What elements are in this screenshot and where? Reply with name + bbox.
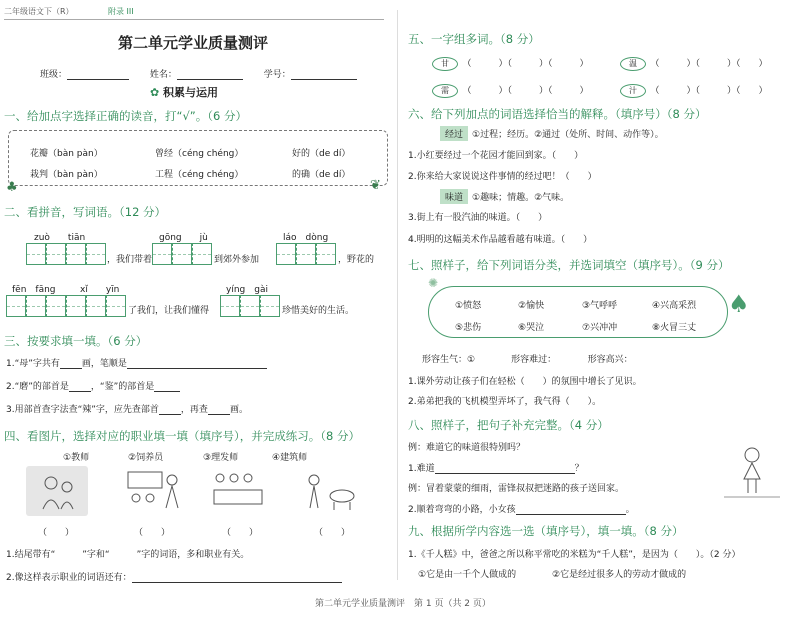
section-5-title: 五、一字组多词。（8 分） xyxy=(408,32,540,46)
s2-text-2b: 珍惜美好的生活。 xyxy=(282,306,355,316)
grid-laodong[interactable] xyxy=(276,243,336,265)
word-2: ②愉快 xyxy=(518,301,545,311)
mushroom-icon: ♠ xyxy=(728,290,750,318)
grid-yinggai[interactable] xyxy=(220,295,280,317)
teacher-image xyxy=(122,466,186,516)
section-3-title: 三、按要求填一填。（6 分） xyxy=(4,334,148,348)
name-field[interactable] xyxy=(177,70,243,80)
word-5: ⑤悲伤 xyxy=(455,323,482,333)
class-field[interactable] xyxy=(67,70,129,80)
s6-q1: 1.小红要经过一个花园才能回到家。（ ） xyxy=(408,151,584,161)
banner-flower-icon: ✿ xyxy=(150,86,164,99)
grass-icon: ♣ xyxy=(6,180,18,195)
s9-option-2: ②它是经过很多人的劳动才做成的 xyxy=(552,570,687,580)
s5-row-1: 甘 （ ）（ ）（ ） xyxy=(432,56,589,71)
pinyin-zuotian: zuò tiān xyxy=(34,233,86,243)
s4-answer-field[interactable] xyxy=(132,573,342,583)
girl-illustration xyxy=(720,444,784,500)
s3-blank-radical2[interactable] xyxy=(154,382,180,392)
animals-image xyxy=(300,466,364,516)
header-rule xyxy=(4,19,384,20)
grid-zuotian[interactable] xyxy=(26,243,106,265)
s3-blank-radical3[interactable] xyxy=(159,405,181,415)
s3-line-1: 1.“母”字共有 画，笔顺是 xyxy=(6,356,267,369)
sun-icon: ✺ xyxy=(428,276,439,290)
barber-icon xyxy=(37,471,77,511)
s3-line-3: 3.用部首查字法查“辣”字，应先查部首 ，再查 画。 xyxy=(6,405,248,415)
id-field[interactable] xyxy=(291,70,357,80)
word-4: ④兴高采烈 xyxy=(652,301,697,311)
barber-image xyxy=(26,466,88,516)
section-4-title: 四、看图片，选择对应的职业填一填（填序号），并完成练习。（8 分） xyxy=(4,429,360,443)
s6-def-2: 味道 ①趣味；情趣。②气味。 xyxy=(440,189,569,204)
s1-row2-b: 工程（céng chéng） xyxy=(155,170,244,180)
answer-paren-3[interactable]: （ ） xyxy=(222,528,259,538)
job-opt-3: ③理发师 xyxy=(203,453,239,463)
answer-paren-2[interactable]: （ ） xyxy=(134,528,171,538)
word-7: ⑦兴冲冲 xyxy=(582,323,618,333)
answer-paren-1[interactable]: （ ） xyxy=(38,528,75,538)
students-icon xyxy=(210,468,270,514)
s4-line-2: 2.像这样表示职业的词语还有： xyxy=(6,570,342,583)
s1-row1-a: 花瓣（bàn pàn） xyxy=(30,149,103,159)
pinyin-laodong: láo dòng xyxy=(283,233,329,243)
word-3: ③气呼呼 xyxy=(582,301,618,311)
s5-row-3: 需 （ ）（ ）（ ） xyxy=(432,83,589,98)
grid-fenfang[interactable] xyxy=(6,295,126,317)
section-banner: ✿ 积累与运用 xyxy=(150,86,219,99)
header-grade: 二年级语文下（R） xyxy=(4,7,74,16)
s9-option-1: ①它是由一千个人做成的 xyxy=(418,570,517,580)
word-1: ①愤怒 xyxy=(455,301,482,311)
s4-line-1: 1.结尾带有“ ”字和“ ”字的词语，多和职业有关。 xyxy=(6,550,250,560)
section-9-title: 九、根据所学内容选一选（填序号），填一填。（8 分） xyxy=(408,524,684,538)
s1-row2-a: 栽判（bàn pàn） xyxy=(30,170,103,180)
leaf-char-gan: 甘 xyxy=(432,57,458,71)
s8-example-1: 例：难道它的味道很特别吗？ xyxy=(408,443,526,453)
s6-def-1: 经过 ①过程；经历。②通过（处所、时间、动作等）。 xyxy=(440,126,664,141)
s1-row1-b: 曾经（céng chéng） xyxy=(155,149,244,159)
grid-gongju[interactable] xyxy=(152,243,212,265)
teacher-icon xyxy=(124,468,184,514)
page-title: 第二单元学业质量测评 xyxy=(118,34,269,52)
s9-line-1: 1.《千人糕》中，爸爸之所以称平常吃的米糕为“千人糕”，是因为（ ）。（2 分） xyxy=(408,550,741,560)
job-opt-4: ④建筑师 xyxy=(272,453,308,463)
s6-q3: 3.街上有一股汽油的味道。（ ） xyxy=(408,213,548,223)
girl-icon xyxy=(722,445,782,499)
id-label: 学号： xyxy=(263,70,291,80)
section-7-title: 七、照样子，给下列词语分类，并选词填空（填序号）。（9 分） xyxy=(408,258,730,272)
s8-line-2: 2.顺着弯弯的小路，小女孩 。 xyxy=(408,505,635,515)
farm-animal-icon xyxy=(302,468,362,514)
s8-answer-1[interactable] xyxy=(435,464,575,474)
s2-text-1c: ，野花的 xyxy=(338,255,375,265)
section-6-title: 六、给下列加点的词语选择恰当的解释。（填序号）（8 分） xyxy=(408,107,707,121)
pinyin-xiyin: xǐ yīn xyxy=(80,285,120,295)
header-appendix: 附录 III xyxy=(108,7,134,16)
section-2-title: 二、看拼音，写词语。（12 分） xyxy=(4,205,167,219)
job-opt-2: ②饲养员 xyxy=(128,453,164,463)
s8-answer-2[interactable] xyxy=(516,505,626,515)
pinyin-gongju: gōng jù xyxy=(159,233,208,243)
section-1-title: 一、给加点字选择正确的读音，打“√”。（6 分） xyxy=(4,109,247,123)
answer-paren-4[interactable]: （ ） xyxy=(314,528,351,538)
s1-row2-c: 的确（de dí） xyxy=(292,170,351,180)
s8-example-2: 例：冒着蒙蒙的细雨，雷锋叔叔把迷路的孩子送回家。 xyxy=(408,484,625,494)
leaf-icon: ❦ xyxy=(370,178,381,193)
leaf-char-xu: 需 xyxy=(432,84,458,98)
s2-text-1a: ，我们带着 xyxy=(107,255,153,265)
s2-text-1b: 到郊外参加 xyxy=(214,255,260,265)
class-label: 班级： xyxy=(40,70,68,80)
s5-row-4: 汁 （ ）（ ）（ ） xyxy=(620,83,768,98)
s5-row-2: 温 （ ）（ ）（ ） xyxy=(620,56,768,71)
s6-q2: 2.你来给大家说说这件事情的经过吧！（ ） xyxy=(408,172,597,182)
s3-blank-strokes2[interactable] xyxy=(208,405,230,415)
s6-q4: 4.明明的这幅美术作品越看越有味道。（ ） xyxy=(408,235,593,245)
page-divider xyxy=(397,10,398,580)
pinyin-yinggai: yíng gài xyxy=(226,285,268,295)
leaf-char-wen: 温 xyxy=(620,57,646,71)
s2-text-2a: 了我们，让我们懂得 xyxy=(128,306,210,316)
section-8-title: 八、照样子，把句子补充完整。（4 分） xyxy=(408,418,609,432)
tag-weidao: 味道 xyxy=(440,189,468,204)
job-opt-1: ①教师 xyxy=(63,453,90,463)
s3-blank-order[interactable] xyxy=(127,359,267,369)
info-row xyxy=(40,67,357,80)
tag-jingguo: 经过 xyxy=(440,126,468,141)
s7-line-2: 2.弟弟把我的飞机模型弄坏了，我气得（ ）。 xyxy=(408,397,602,407)
word-8: ⑧火冒三丈 xyxy=(652,323,697,333)
s3-blank-strokes[interactable] xyxy=(60,359,82,369)
s3-blank-radical1[interactable] xyxy=(69,382,91,392)
s1-row1-c: 好的（de dí） xyxy=(292,149,351,159)
s3-line-2: 2.“磨”的部首是 ，“鉴”的部首是 xyxy=(6,379,180,392)
name-label: 姓名： xyxy=(149,70,177,80)
s7-line-1: 1.课外劳动让孩子们在轻松（ ）的氛围中增长了见识。 xyxy=(408,377,642,387)
pinyin-fenfang: fēn fāng xyxy=(12,285,56,295)
word-6: ⑥哭泣 xyxy=(518,323,545,333)
s8-line-1: 1.难道 ？ xyxy=(408,464,584,474)
leaf-char-zhi: 汁 xyxy=(620,84,646,98)
s7-categories: 形容生气：① 形容难过： 形容高兴： xyxy=(422,355,633,365)
classroom-image xyxy=(208,466,272,516)
page-footer: 第二单元学业质量测评 第 1 页（共 2 页） xyxy=(315,599,491,609)
